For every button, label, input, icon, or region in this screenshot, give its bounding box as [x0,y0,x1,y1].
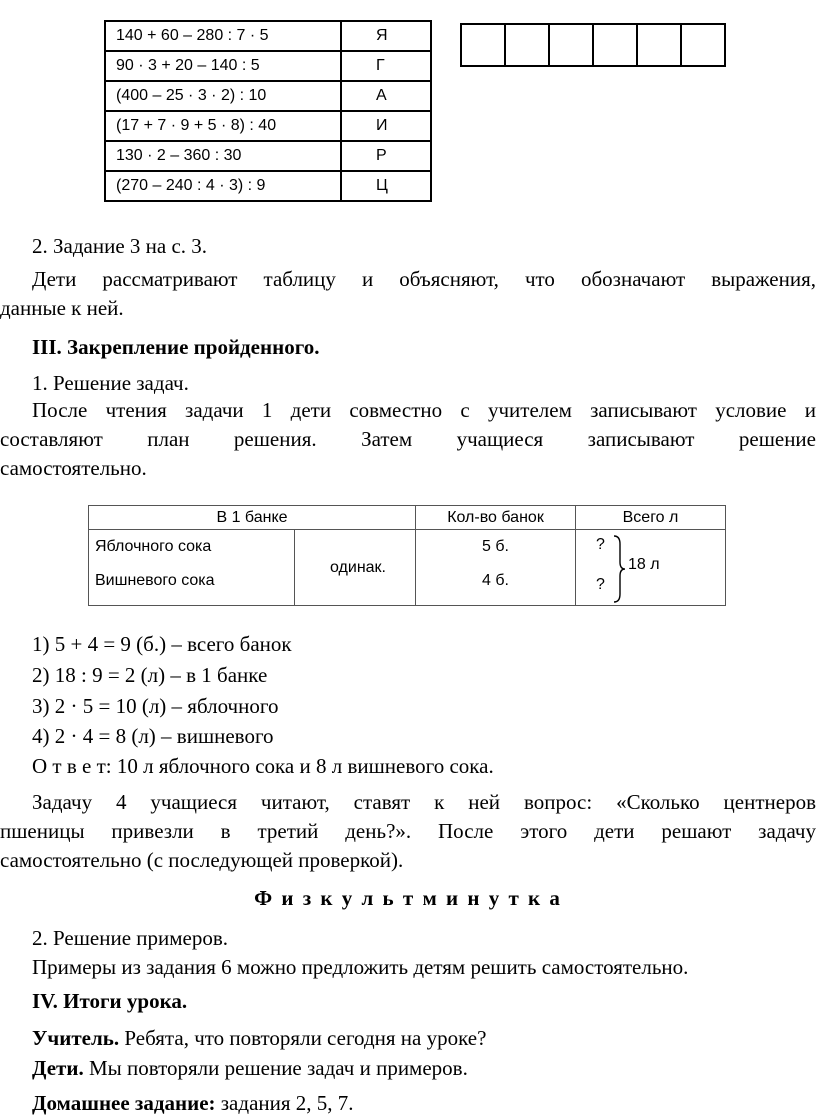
letter-cell: И [341,111,431,141]
para2-line1: Задачу 4 учащиеся читают, ставят к ней вопрос: «Сколько центнеров [32,790,816,814]
sub2-text: Примеры из задания 6 можно предложить детям решить самостоятельно. [32,955,689,979]
expression-row [105,171,431,201]
task2-title: 2. Задание 3 на с. 3. [32,234,208,258]
phys-heading: Ф и з к у л ь т м и н у т к а [254,886,562,910]
expression-cell: 90 · 3 + 20 – 140 : 5 [105,51,341,81]
kids-label: Дети. [32,1056,84,1080]
homework-label: Домашнее задание: [32,1091,216,1115]
kids-text: Мы повторяли решение задач и примеров. [83,1056,468,1080]
teacher-text: Ребята, что повторяли сегодня на уроке? [119,1026,487,1050]
task2-line1: Дети рассматривают таблицу и объясняют, что обозначают выражения, [32,267,816,291]
para2-line3: самостоятельно (с последующей проверкой). [0,848,404,872]
row2-question: ? [596,576,605,593]
step-1: 1) 5 + 4 = 9 (б.) – всего банок [32,632,292,656]
answer-line: О т в е т: 10 л яблочного сока и 8 л вишневого сока. [32,754,494,778]
expression-cell: (400 – 25 · 3 · 2) : 10 [105,81,341,111]
letter-cell: Ц [341,171,431,201]
answer-box [682,25,724,65]
sub2-heading: 2. Решение примеров. [32,926,229,950]
para1-line2: составляют план решения. Затем учащиеся записывают решение [0,427,816,451]
letter-cell: Г [341,51,431,81]
sub1-heading: 1. Решение задач. [32,371,189,395]
header-total: Всего л [576,506,726,530]
row2-count: 4 б. [482,572,509,589]
row1-question: ? [596,536,605,553]
letter-cell: А [341,81,431,111]
para2-line2: пшеницы привезли в третий день?». После этого дети решают задачу [0,819,816,843]
total-value: 18 л [628,556,660,573]
letter-cell: Я [341,21,431,51]
step-2: 2) 18 : 9 = 2 (л) – в 1 банке [32,663,268,687]
letter-cell: Р [341,141,431,171]
para1-line1: После чтения задачи 1 дети совместно с учителем записывают условие и [32,398,816,422]
answer-box [594,25,638,65]
row2-name: Вишневого сока [95,572,215,589]
step-3: 3) 2 · 5 = 10 (л) – яблочного [32,694,279,718]
expression-cell: (17 + 7 · 9 + 5 · 8) : 40 [105,111,341,141]
expression-row [105,21,431,51]
expression-row [105,51,431,81]
homework-line [32,1089,816,1118]
homework-text: задания 2, 5, 7. [215,1091,354,1115]
step-4: 4) 2 · 4 = 8 (л) – вишневого [32,724,274,748]
para1-line3: самостоятельно. [0,456,147,480]
expressions-table [104,20,432,202]
teacher-label: Учитель. [32,1026,120,1050]
expression-row [105,111,431,141]
task2-line2: данные к ней. [0,296,124,320]
count-cell [416,530,576,606]
section4-heading: IV. Итоги урока. [32,989,188,1013]
header-jar-count: Кол-во банок [416,506,576,530]
brace-icon [612,534,626,604]
total-cell [576,530,726,606]
answer-box [462,25,506,65]
header-per-jar: В 1 банке [89,506,416,530]
answer-boxes [460,23,726,67]
answer-box [506,25,550,65]
expression-cell: 140 + 60 – 280 : 7 · 5 [105,21,341,51]
answer-box [638,25,682,65]
expression-cell: 130 · 2 – 360 : 30 [105,141,341,171]
row1-name: Яблочного сока [95,538,212,555]
juice-names-cell [89,530,295,606]
expression-row [105,81,431,111]
kids-line [32,1054,816,1083]
juice-table [88,505,726,606]
expression-cell: (270 – 240 : 4 · 3) : 9 [105,171,341,201]
same-cell: одинак. [295,530,416,606]
section3-heading: III. Закрепление пройденного. [32,335,320,359]
teacher-line [32,1024,816,1053]
expression-row [105,141,431,171]
row1-count: 5 б. [482,538,509,555]
answer-box [550,25,594,65]
